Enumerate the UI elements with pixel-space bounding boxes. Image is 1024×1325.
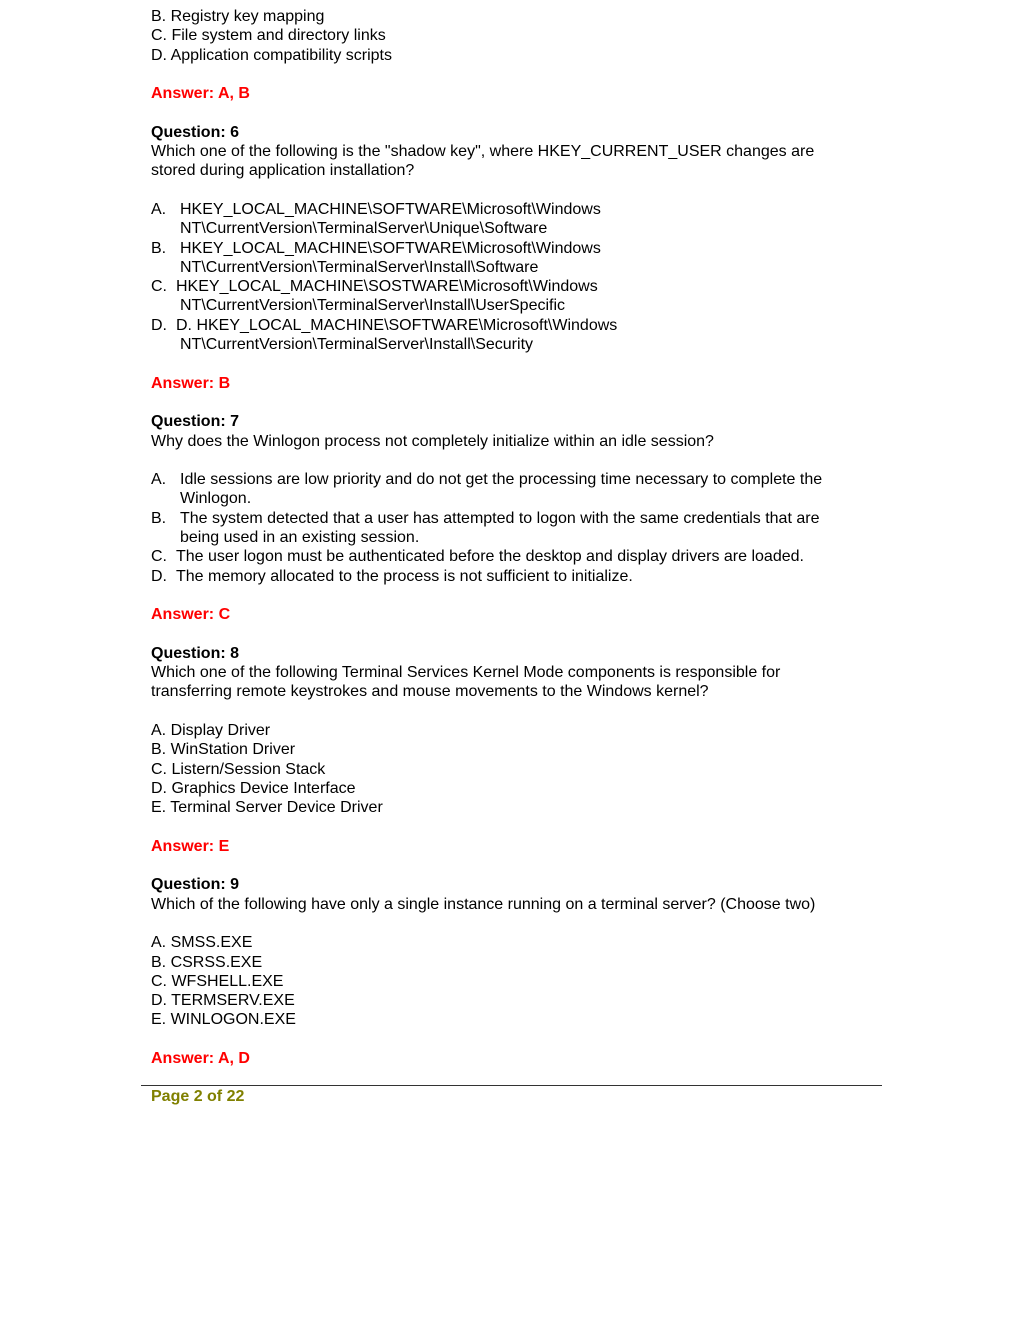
q8-title: Question: 8 [151, 644, 240, 662]
q7-option-c [151, 547, 881, 566]
q9-option-a: A. SMSS.EXE [151, 934, 253, 952]
q6-text-line-2: stored during application installation? [151, 162, 415, 180]
q6-option-d-line-2: NT\CurrentVersion\TerminalServer\Install\Security [180, 336, 534, 354]
q9-option-c: C. WFSHELL.EXE [151, 972, 284, 990]
q6-option-c-line-1: HKEY_LOCAL_MACHINE\SOSTWARE\Microsoft\Windows [176, 278, 598, 296]
q6-option-d [151, 316, 881, 355]
q5-option-c: C. File system and directory links [151, 27, 386, 45]
q7-option-a-letter: A. [151, 471, 167, 489]
q7-option-b [151, 509, 881, 548]
q7-answer: Answer: C [151, 606, 231, 624]
q6-option-a-line-1: HKEY_LOCAL_MACHINE\SOFTWARE\Microsoft\Windows [180, 200, 601, 218]
q6-option-a [151, 200, 881, 239]
q8-answer: Answer: E [151, 837, 230, 855]
q7-option-d-line-1: The memory allocated to the process is not sufficient to initialize. [176, 567, 633, 585]
q8-text-line-2: transferring remote keystrokes and mouse movements to the Windows kernel? [151, 683, 709, 701]
q7-option-d-letter: D. [151, 567, 167, 585]
q6-option-b-line-2: NT\CurrentVersion\TerminalServer\Install\Software [180, 258, 539, 276]
q9-option-b: B. CSRSS.EXE [151, 953, 263, 971]
q8-option-c: C. Listern/Session Stack [151, 760, 326, 778]
q6-option-b [151, 239, 881, 278]
q7-option-d [151, 567, 881, 586]
q6-title: Question: 6 [151, 123, 240, 141]
q7-option-a-line-1: Idle sessions are low priority and do not get the processing time necessary to complete the [180, 471, 823, 489]
page-number: Page 2 of 22 [151, 1088, 245, 1105]
q6-option-c-letter: C. [151, 278, 167, 296]
q6-option-c-line-2: NT\CurrentVersion\TerminalServer\Install\UserSpecific [180, 297, 566, 315]
document-page [151, 7, 881, 1068]
q7-option-b-letter: B. [151, 509, 167, 527]
q8-option-b: B. WinStation Driver [151, 741, 296, 759]
q6-option-d-line-1: D. HKEY_LOCAL_MACHINE\SOFTWARE\Microsoft\Windows [176, 316, 618, 334]
q6-option-b-line-1: HKEY_LOCAL_MACHINE\SOFTWARE\Microsoft\Windows [180, 239, 601, 257]
q7-option-c-line-1: The user logon must be authenticated before the desktop and display drivers are loaded. [176, 548, 804, 566]
q6-option-a-letter: A. [151, 200, 167, 218]
q5-option-d: D. Application compatibility scripts [151, 46, 392, 64]
q9-option-d: D. TERMSERV.EXE [151, 992, 295, 1010]
q6-option-c [151, 277, 881, 316]
q8-option-e: E. Terminal Server Device Driver [151, 799, 383, 817]
q7-option-b-line-2: being used in an existing session. [180, 529, 420, 547]
q9-option-e: E. WINLOGON.EXE [151, 1011, 296, 1029]
q5-option-b: B. Registry key mapping [151, 8, 325, 25]
q9-text-line-1: Which of the following have only a single instance running on a terminal server? (Choose two) [151, 895, 816, 913]
q6-option-d-letter: D. [151, 316, 167, 334]
q7-option-a [151, 470, 881, 509]
q7-title: Question: 7 [151, 413, 240, 431]
q6-option-b-letter: B. [151, 239, 167, 257]
q9-answer: Answer: A, D [151, 1050, 250, 1068]
q7-text-line-1: Why does the Winlogon process not completely initialize within an idle session? [151, 432, 714, 450]
q9-title: Question: 9 [151, 876, 240, 894]
q6-option-a-line-2: NT\CurrentVersion\TerminalServer\Unique\Software [180, 220, 548, 238]
q8-option-d: D. Graphics Device Interface [151, 779, 356, 797]
q8-text-line-1: Which one of the following Terminal Services Kernel Mode components is responsible for [151, 664, 781, 682]
q6-text-line-1: Which one of the following is the "shadow key", where HKEY_CURRENT_USER changes are [151, 143, 815, 161]
q6-answer: Answer: B [151, 374, 231, 392]
q7-option-c-letter: C. [151, 548, 167, 566]
q7-option-b-line-1: The system detected that a user has attempted to logon with the same credentials that are [180, 509, 820, 527]
q8-option-a: A. Display Driver [151, 721, 271, 739]
q7-option-a-line-2: Winlogon. [180, 490, 252, 508]
q5-answer: Answer: A, B [151, 85, 250, 103]
footer-divider [141, 1085, 882, 1086]
